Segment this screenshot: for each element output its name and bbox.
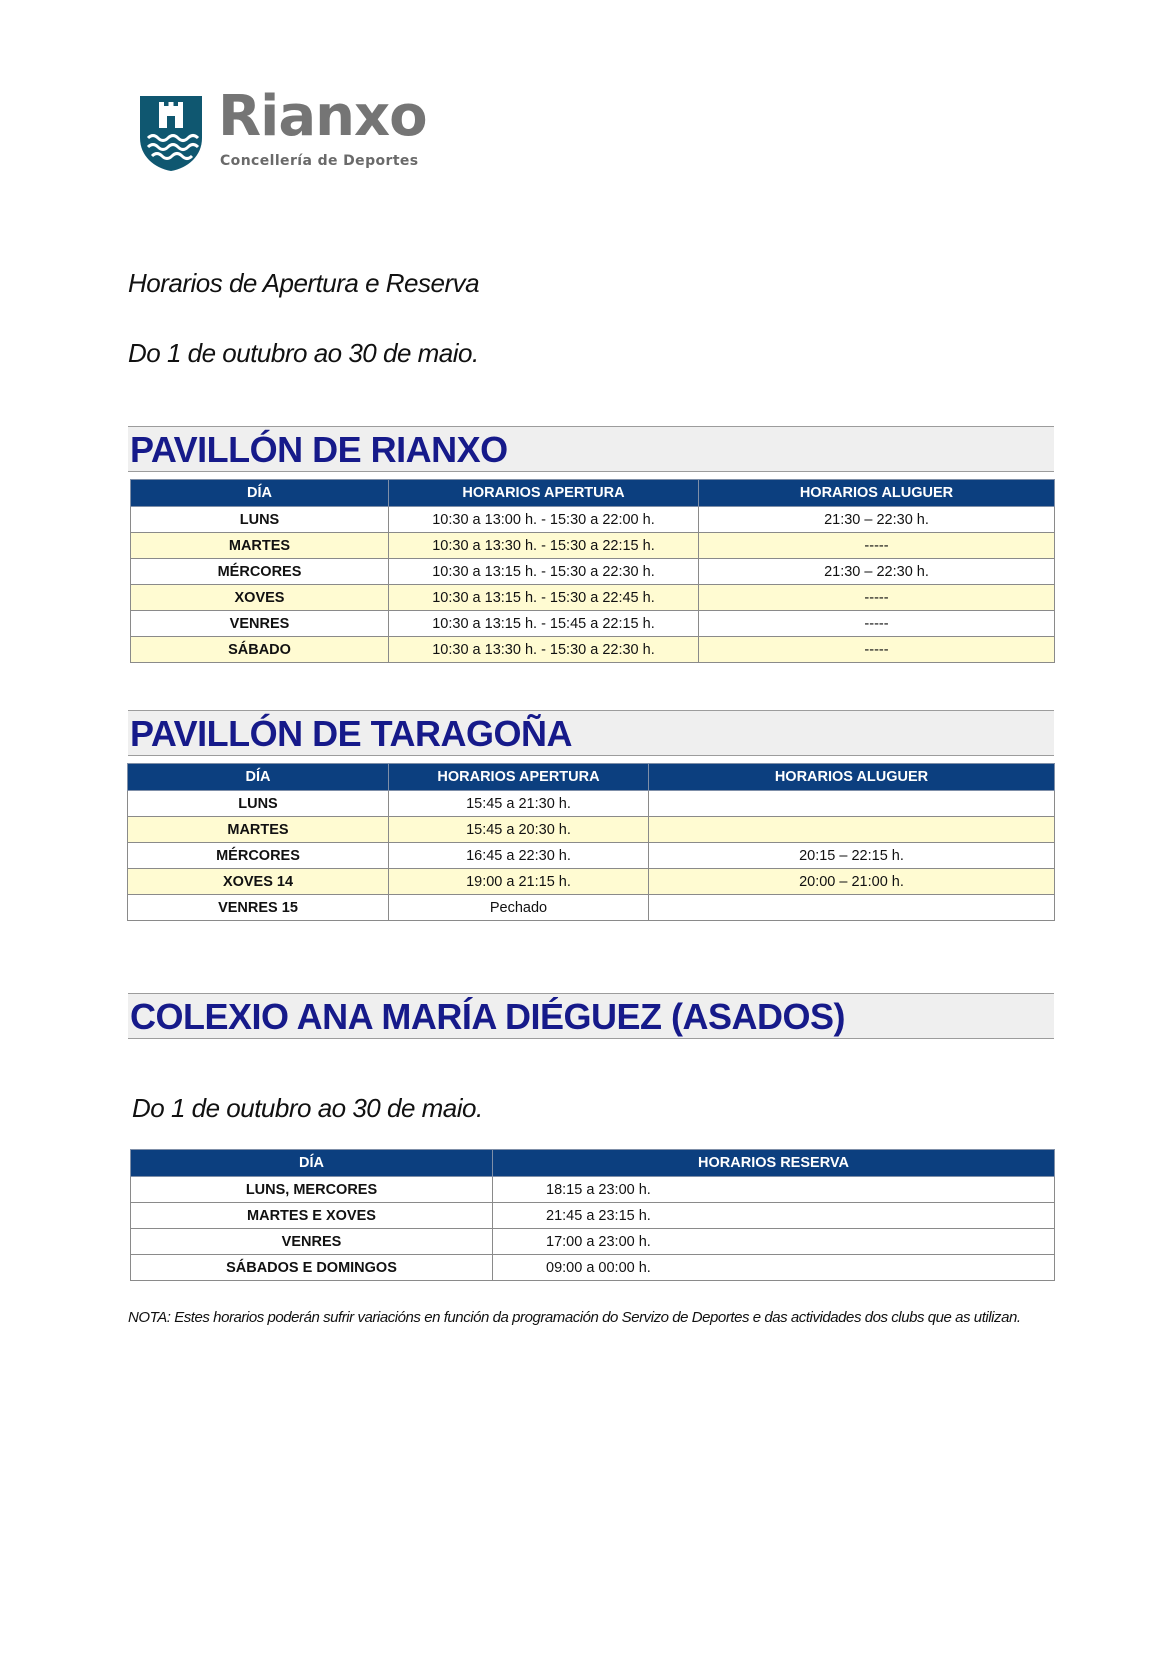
column-header: DÍA [128,764,389,791]
day-cell: MARTES [131,533,389,559]
day-cell: XOVES [131,585,389,611]
table-header-row [131,1150,1055,1177]
table-row [128,843,1055,869]
footnote: NOTA: Estes horarios poderán sufrir variacións en función da programación do Servizo de Deportes e das actividades dos clubs que as utilizan. [128,1309,1021,1326]
rental-hours-cell: ----- [699,637,1055,663]
opening-hours-cell: 10:30 a 13:15 h. - 15:45 a 22:15 h. [389,611,699,637]
opening-hours-cell: 10:30 a 13:15 h. - 15:30 a 22:45 h. [389,585,699,611]
column-header: HORARIOS APERTURA [389,764,649,791]
rental-hours-cell [649,817,1055,843]
table-row [131,1177,1055,1203]
logo-name: Rianxo [218,84,427,149]
day-cell: MÉRCORES [128,843,389,869]
column-header: HORARIOS RESERVA [493,1150,1055,1177]
day-cell: LUNS, MERCORES [131,1177,493,1203]
schedule-table-rianxo [130,479,1055,663]
section-title-taragona [128,710,1054,756]
table-row [128,869,1055,895]
table-row [131,637,1055,663]
opening-hours-cell: 15:45 a 21:30 h. [389,791,649,817]
opening-hours-cell: 10:30 a 13:30 h. - 15:30 a 22:15 h. [389,533,699,559]
column-header: HORARIOS APERTURA [389,480,699,507]
day-cell: SÁBADO [131,637,389,663]
reservation-hours-cell: 21:45 a 23:15 h. [493,1203,1055,1229]
table-header-row [131,480,1055,507]
schedule-table-asados [130,1149,1055,1281]
rental-hours-cell: 20:00 – 21:00 h. [649,869,1055,895]
column-header: DÍA [131,480,389,507]
table-row [128,895,1055,921]
table-header-row [128,764,1055,791]
schedule-table-taragona [127,763,1055,921]
day-cell: LUNS [131,507,389,533]
opening-hours-cell: 15:45 a 20:30 h. [389,817,649,843]
day-cell: MARTES E XOVES [131,1203,493,1229]
opening-hours-cell: 10:30 a 13:30 h. - 15:30 a 22:30 h. [389,637,699,663]
table-row [131,585,1055,611]
section-title-rianxo [128,426,1054,472]
section-title-text: PAVILLÓN DE TARAGOÑA [130,713,572,754]
rental-hours-cell: 21:30 – 22:30 h. [699,559,1055,585]
table-row [131,1255,1055,1281]
day-cell: SÁBADOS E DOMINGOS [131,1255,493,1281]
column-header: HORARIOS ALUGUER [649,764,1055,791]
rental-hours-cell: 21:30 – 22:30 h. [699,507,1055,533]
period-text: Do 1 de outubro ao 30 de maio. [128,338,479,368]
reservation-hours-cell: 09:00 a 00:00 h. [493,1255,1055,1281]
page-heading: Horarios de Apertura e Reserva [128,268,480,298]
table-row [131,611,1055,637]
reservation-hours-cell: 18:15 a 23:00 h. [493,1177,1055,1203]
rental-hours-cell: ----- [699,611,1055,637]
column-header: DÍA [131,1150,493,1177]
day-cell: VENRES [131,1229,493,1255]
opening-hours-cell: 10:30 a 13:15 h. - 15:30 a 22:30 h. [389,559,699,585]
table-row [128,791,1055,817]
rental-hours-cell: ----- [699,585,1055,611]
period-text-asados: Do 1 de outubro ao 30 de maio. [132,1093,483,1123]
day-cell: VENRES 15 [128,895,389,921]
day-cell: LUNS [128,791,389,817]
section-title-asados [128,993,1054,1039]
opening-hours-cell: 19:00 a 21:15 h. [389,869,649,895]
table-row [128,817,1055,843]
opening-hours-cell: 16:45 a 22:30 h. [389,843,649,869]
opening-hours-cell: 10:30 a 13:00 h. - 15:30 a 22:00 h. [389,507,699,533]
logo-subtitle: Concellería de Deportes [220,153,419,169]
opening-hours-cell: Pechado [389,895,649,921]
day-cell: MARTES [128,817,389,843]
reservation-hours-cell: 17:00 a 23:00 h. [493,1229,1055,1255]
section-title-text: PAVILLÓN DE RIANXO [130,429,508,470]
rianxo-shield-icon [138,94,204,172]
rental-hours-cell [649,895,1055,921]
concello-logo [138,84,438,186]
table-row [131,1229,1055,1255]
day-cell: VENRES [131,611,389,637]
table-row [131,559,1055,585]
rental-hours-cell [649,791,1055,817]
column-header: HORARIOS ALUGUER [699,480,1055,507]
rental-hours-cell: ----- [699,533,1055,559]
day-cell: MÉRCORES [131,559,389,585]
table-row [131,1203,1055,1229]
table-row [131,533,1055,559]
section-title-text: COLEXIO ANA MARÍA DIÉGUEZ (ASADOS) [130,996,846,1037]
rental-hours-cell: 20:15 – 22:15 h. [649,843,1055,869]
table-row [131,507,1055,533]
day-cell: XOVES 14 [128,869,389,895]
